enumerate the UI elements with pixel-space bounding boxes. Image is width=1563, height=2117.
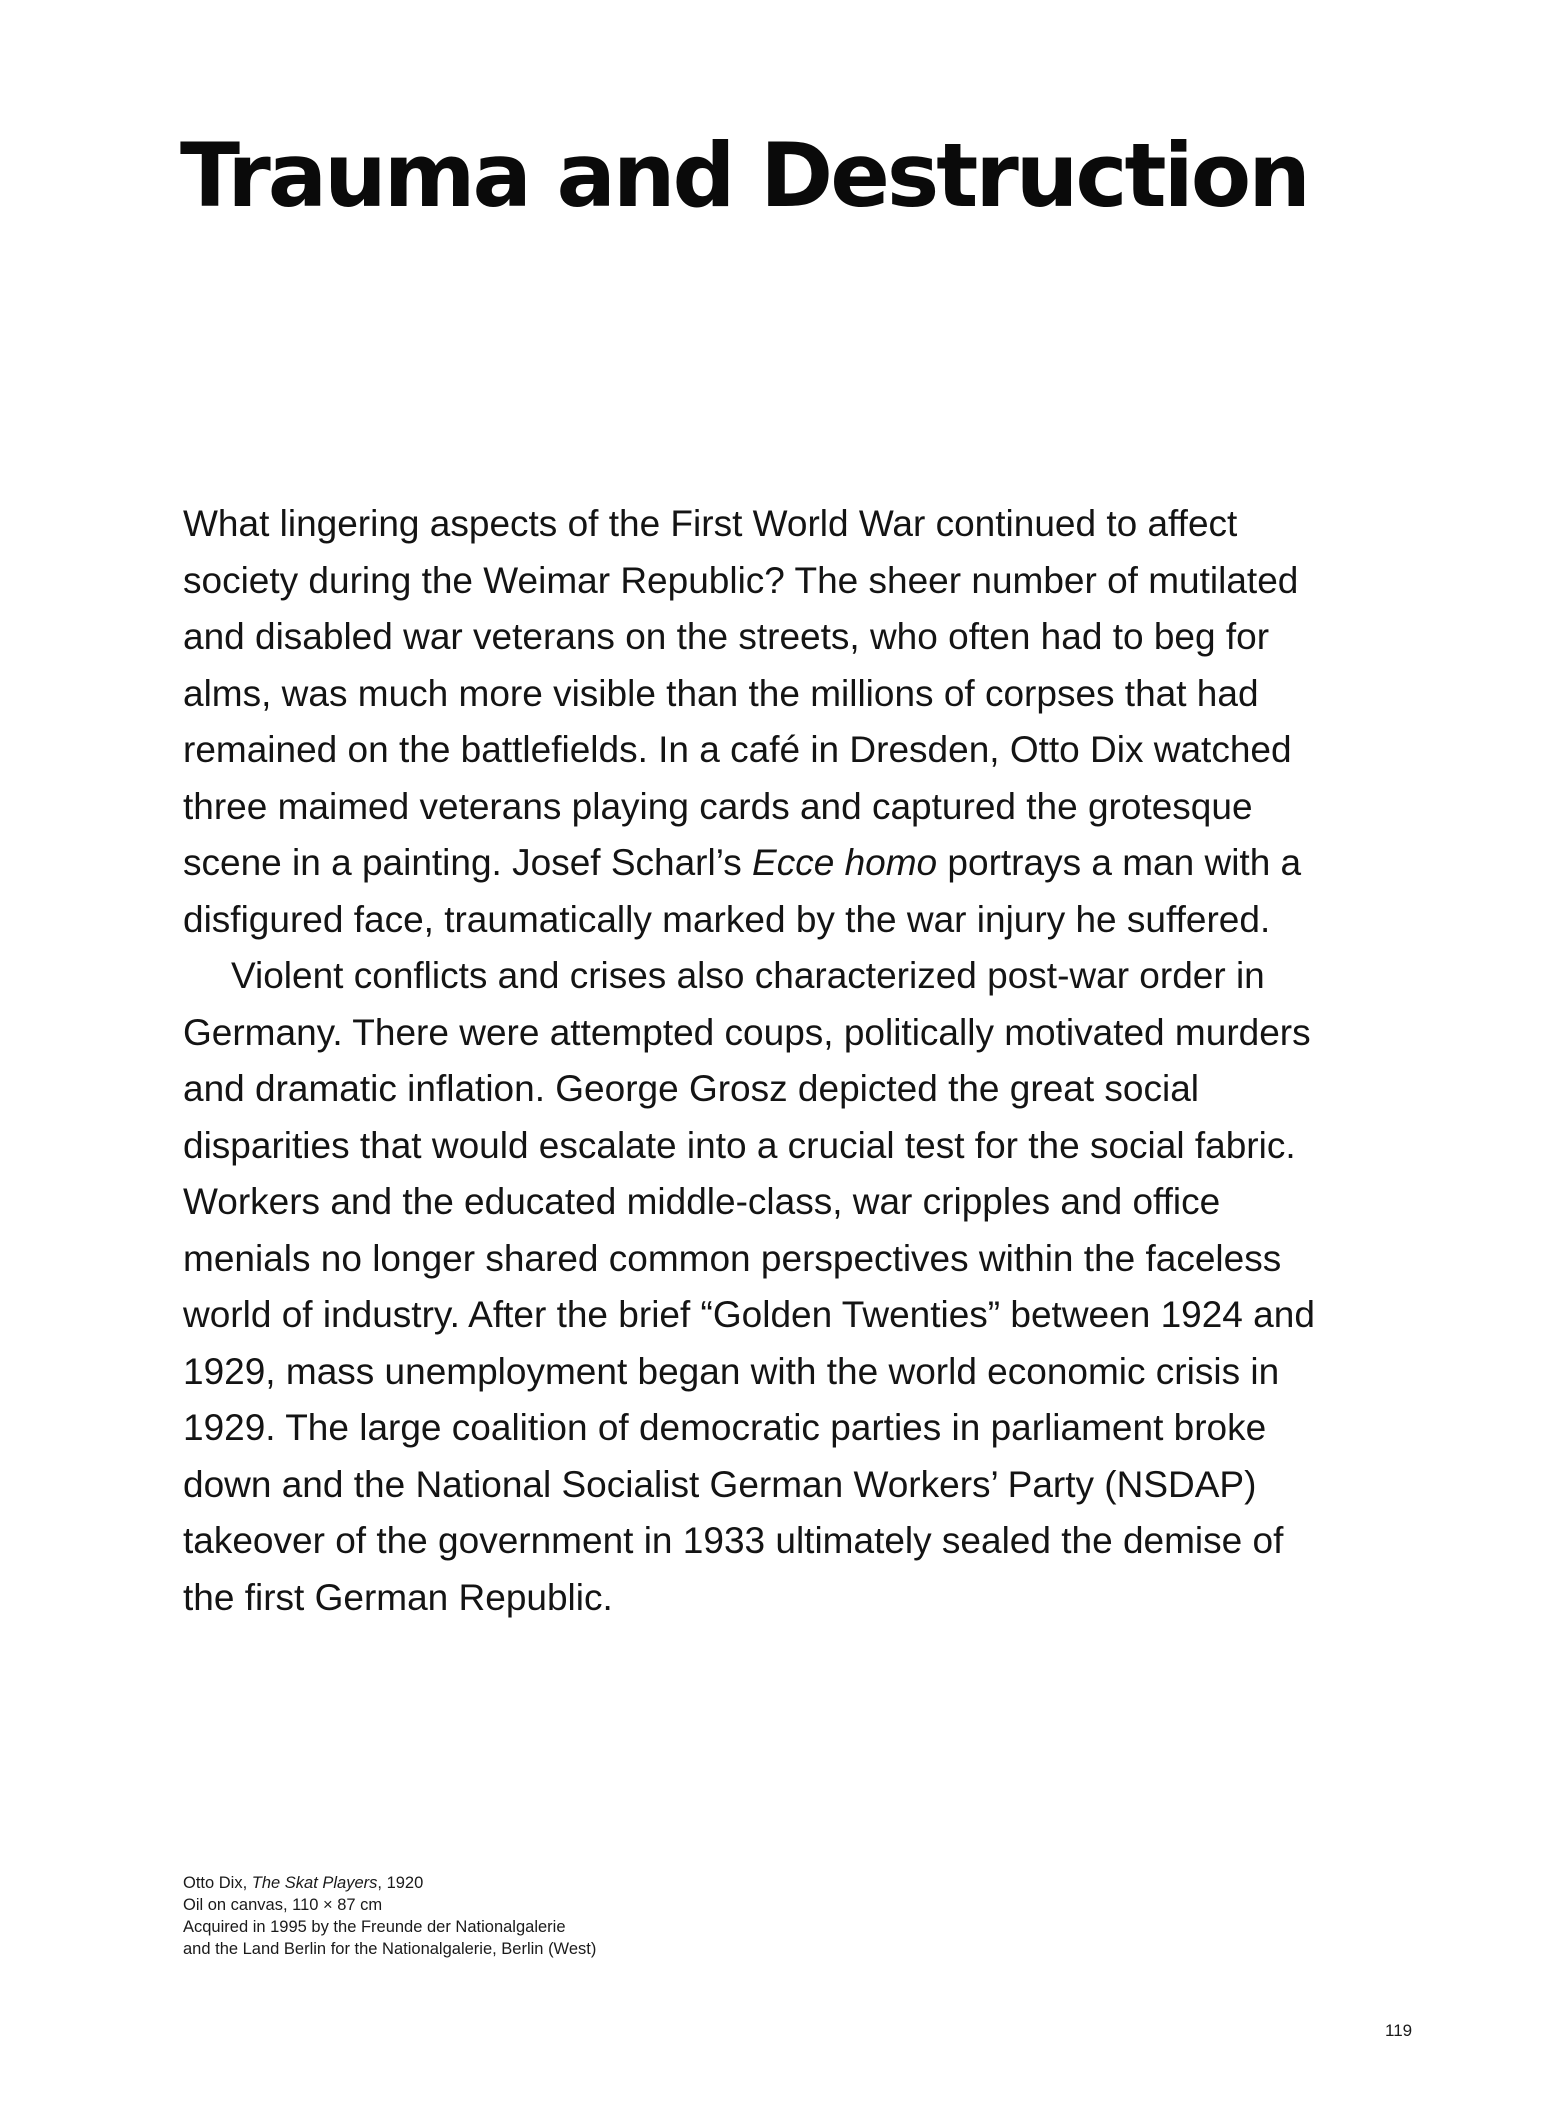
caption-year: , 1920 [377, 1874, 424, 1892]
text-line: alms, was much more visible than the millions of corpses that had [183, 672, 1259, 714]
caption-work-title: The Skat Players [251, 1874, 378, 1892]
text-line [183, 835, 1423, 892]
text-line: 1929. The large coalition of democratic parties in parliament broke [183, 1407, 1267, 1448]
body-text [183, 496, 1423, 1626]
text-segment: portrays a man with a [937, 842, 1302, 883]
text-line: Workers and the educated middle-class, war cripples and office [183, 1181, 1221, 1222]
page-number: 119 [1385, 2021, 1413, 2040]
caption-acquisition: Acquired in 1995 by the Freunde der Nationalgalerie [183, 1918, 566, 1936]
page-title: Trauma and Destruction [180, 124, 1308, 227]
text-line: and dramatic inflation. George Grosz depicted the great social [183, 1068, 1200, 1109]
text-line: 1929, mass unemployment began with the world economic crisis in [183, 1350, 1280, 1392]
artwork-title-ecce-homo: Ecce homo [752, 842, 938, 883]
text-line: the first German Republic. [183, 1576, 613, 1618]
text-line: down and the National Socialist German Workers’ Party (NSDAP) [183, 1463, 1257, 1505]
text-line: disfigured face, traumatically marked by the war injury he suffered. [183, 898, 1271, 940]
text-line: Germany. There were attempted coups, politically motivated murders [183, 1011, 1311, 1053]
text-line: world of industry. After the brief “Golden Twenties” between 1924 and [183, 1294, 1315, 1335]
text-line: three maimed veterans playing cards and captured the grotesque [183, 785, 1253, 827]
text-line: disparities that would escalate into a crucial test for the social fabric. [183, 1124, 1296, 1166]
text-line: society during the Weimar Republic? The sheer number of mutilated [183, 559, 1299, 601]
text-line: remained on the battlefields. In a café in Dresden, Otto Dix watched [183, 729, 1292, 770]
text-segment: scene in a painting. Josef Scharl’s [183, 842, 753, 883]
paragraph-1 [183, 496, 1423, 948]
text-line: Violent conflicts and crises also characterized post-war order in [231, 955, 1265, 996]
figure-caption [183, 1872, 596, 1960]
caption-acquisition: and the Land Berlin for the Nationalgalerie, Berlin (West) [183, 1940, 597, 1958]
caption-artist: Otto Dix, [183, 1874, 252, 1892]
text-line: What lingering aspects of the First World War continued to affect [183, 503, 1238, 544]
paragraph-2 [183, 948, 1423, 1626]
text-line: takeover of the government in 1933 ultimately sealed the demise of [183, 1520, 1284, 1561]
text-line: menials no longer shared common perspectives within the faceless [183, 1237, 1282, 1279]
caption-medium: Oil on canvas, 110 × 87 cm [183, 1896, 383, 1914]
caption-artwork-line [183, 1872, 596, 1894]
text-line: and disabled war veterans on the streets, who often had to beg for [183, 616, 1270, 657]
